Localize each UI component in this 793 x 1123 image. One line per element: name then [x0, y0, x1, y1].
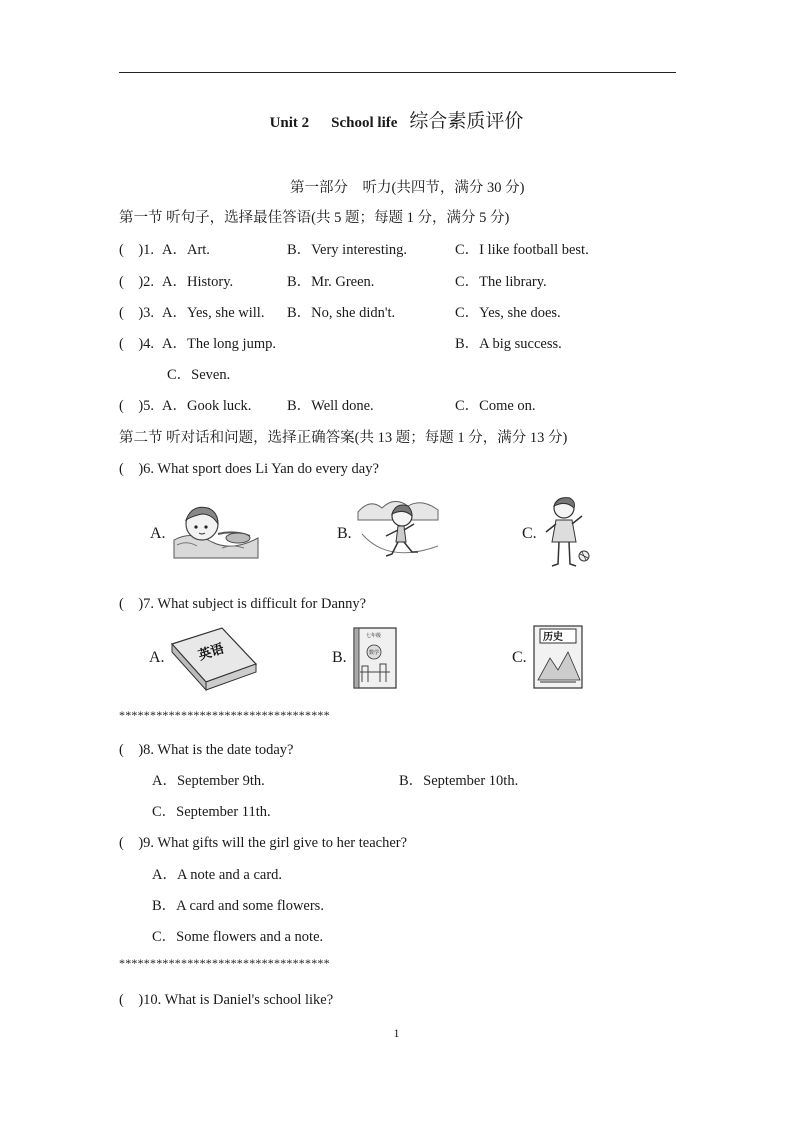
book-a-title: 英语 [196, 641, 226, 664]
question-9-text: ( )9. What gifts will the girl give to her teacher? [119, 835, 408, 851]
option-b: B．Well done. [287, 398, 374, 414]
separator-stars: ********************************** [119, 708, 330, 722]
book-b-subtitle: 数学 [369, 650, 380, 656]
question-number: ( )1. [119, 242, 155, 258]
history-book-picture [532, 624, 584, 690]
picture-label-a: A. [149, 649, 165, 666]
question-number: ( )5. [119, 398, 155, 414]
picture-label-a: A. [150, 525, 166, 542]
option-b: B．Very interesting. [287, 242, 408, 258]
part-heading: 第一部分 听力(共四节，满分 30 分) [290, 180, 525, 196]
option-c: C．Seven. [167, 367, 231, 383]
math-book-picture [352, 626, 398, 690]
question-9-option-a: A．A note and a card. [152, 867, 283, 883]
section2-heading: 第二节 听对话和问题，选择正确答案(共 13 题；每题 1 分，满分 13 分) [119, 430, 568, 446]
option-b: B．A big success. [455, 336, 562, 352]
picture-label-c: C. [512, 649, 527, 666]
question-7-text: ( )7. What subject is difficult for Danny? [119, 596, 367, 612]
option-b: B．No, she didn't. [287, 305, 396, 321]
question-9-option-c: C．Some flowers and a note. [152, 929, 324, 945]
picture-label-b: B. [337, 525, 352, 542]
option-a: A．Gook luck. [162, 398, 252, 414]
book-c-title: 历史 [543, 632, 563, 643]
running-girl-picture [358, 494, 440, 566]
question-10-text: ( )10. What is Daniel's school like? [119, 992, 334, 1008]
option-c: C．The library. [455, 274, 547, 290]
option-c: C．I like football best. [455, 242, 589, 258]
title-topic: School life [331, 115, 398, 131]
option-c: C．Yes, she does. [455, 305, 561, 321]
swimming-girl-picture [172, 500, 262, 560]
option-c: C．Come on. [455, 398, 536, 414]
section1-heading: 第一节 听句子，选择最佳答语(共 5 题；每题 1 分，满分 5 分) [119, 210, 510, 226]
option-b: B．Mr. Green. [287, 274, 375, 290]
page-title [0, 106, 793, 133]
option-a: A．The long jump. [162, 336, 276, 352]
english-book-picture [170, 626, 258, 692]
ball-girl-picture [542, 494, 592, 570]
question-8-option-a: A．September 9th. [152, 773, 265, 789]
page-number: 1 [393, 1026, 400, 1040]
question-8-option-c: C．September 11th. [152, 804, 271, 820]
question-9-option-b: B．A card and some flowers. [152, 898, 324, 914]
option-a: A．History. [162, 274, 234, 290]
header-rule [119, 72, 676, 73]
picture-label-c: C. [522, 525, 537, 542]
question-number: ( )2. [119, 274, 155, 290]
separator-stars: ********************************** [119, 956, 330, 970]
question-number: ( )3. [119, 305, 155, 321]
option-a: A．Art. [162, 242, 210, 258]
title-zh: 综合素质评价 [409, 110, 524, 132]
option-a: A．Yes, she will. [162, 305, 265, 321]
question-6-text: ( )6. What sport does Li Yan do every day? [119, 461, 379, 477]
question-8-text: ( )8. What is the date today? [119, 742, 294, 758]
book-b-title: 七年级 [366, 633, 382, 639]
question-8-option-b: B．September 10th. [399, 773, 519, 789]
title-unit: Unit 2 [269, 115, 310, 131]
picture-label-b: B. [332, 649, 347, 666]
question-number: ( )4. [119, 336, 155, 352]
